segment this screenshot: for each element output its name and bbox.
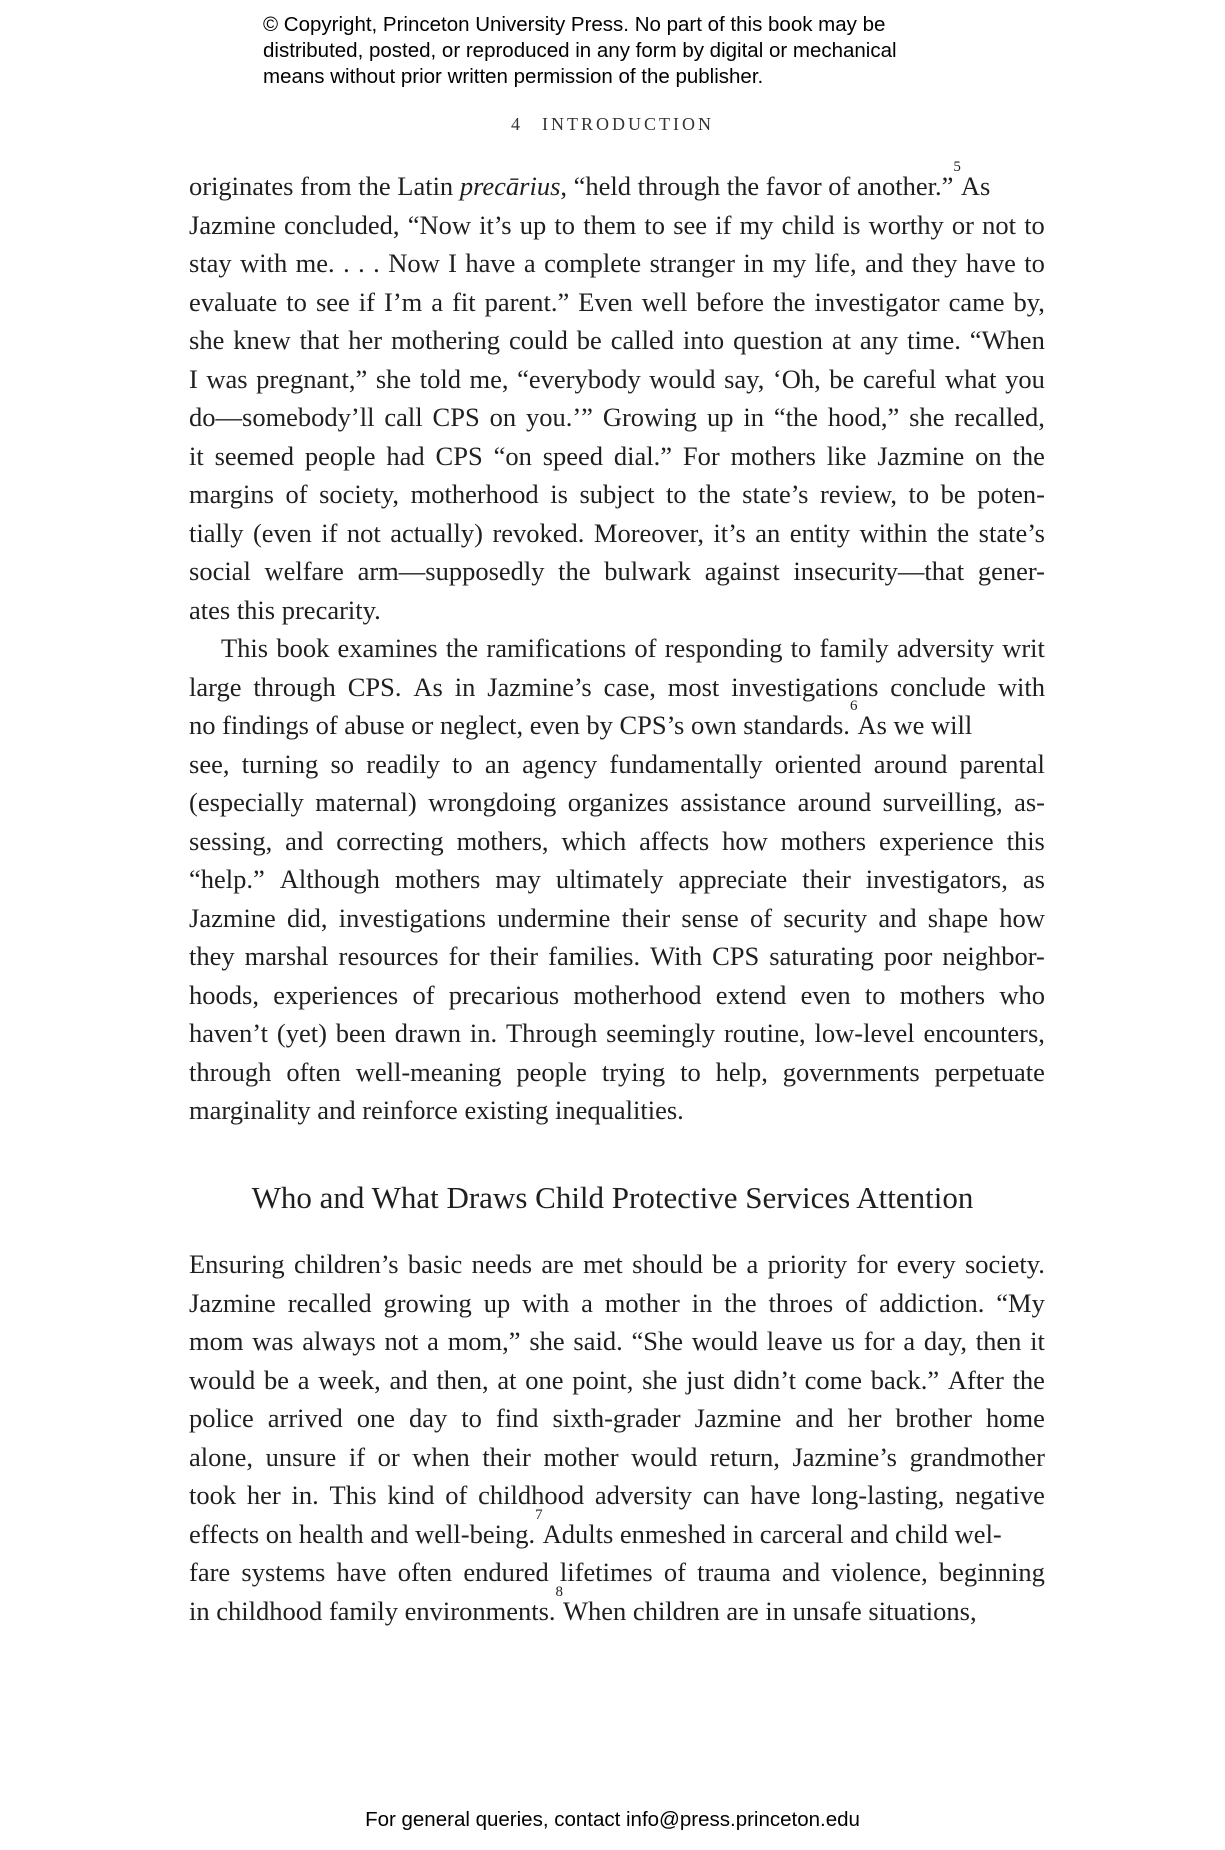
text-line: fare systems have often endured lifetimes of trauma and violence, beginning: [189, 1557, 1045, 1587]
text-line: originates from the Latin precārius , “held through the favor of another.” 5 As: [189, 167, 1045, 206]
copyright-notice: [263, 12, 1023, 90]
text-line: large through CPS. As in Jazmine’s case, most investigations conclude with: [189, 671, 1045, 702]
section-heading: Who and What Draws Child Protective Services Attention: [251, 1180, 974, 1215]
copyright-line: distributed, posted, or reproduced in any form by digital or mechanical: [263, 39, 897, 62]
text-line: through often well-meaning people trying to help, governments perpetuate: [189, 1056, 1045, 1087]
paragraph-1: [189, 159, 1045, 629]
copyright-line: means without prior written permission of the publisher.: [263, 65, 764, 88]
text-line: stay with me. . . . Now I have a complete stranger in my life, and they have to: [189, 248, 1045, 278]
text-line: Jazmine did, investigations undermine their sense of security and shape how: [189, 902, 1045, 933]
text-line: hoods, experiences of precarious motherhood extend even to mothers who: [189, 979, 1045, 1010]
text-line: I was pregnant,” she told me, “everybody would say, ‘Oh, be careful what you: [189, 363, 1045, 394]
footnote-ref[interactable]: 5: [953, 159, 961, 175]
text-line: haven’t (yet) been drawn in. Through seemingly routine, low-level encounters,: [189, 1018, 1045, 1048]
running-head-title: INTRODUCTION: [542, 114, 714, 134]
text-line: alone, unsure if or when their mother would return, Jazmine’s grandmother: [189, 1441, 1045, 1472]
footnote-ref[interactable]: 8: [555, 1583, 564, 1600]
text-line: see, turning so readily to an agency fundamentally oriented around parental: [189, 748, 1045, 779]
text-line: she knew that her mothering could be called into question at any time. “When: [189, 325, 1045, 355]
text-line: This book examines the ramifications of responding to family adversity writ: [221, 633, 1045, 663]
text-line: “help.” Although mothers may ultimately appreciate their investigators, as: [189, 864, 1045, 894]
text-line: they marshal resources for their families. With CPS saturating poor neighbor-: [189, 941, 1045, 971]
page-number: 4: [511, 114, 520, 134]
text-line: would be a week, and then, at one point, she just didn’t come back.” After the: [189, 1364, 1045, 1395]
text-line: took her in. This kind of childhood adversity can have long-lasting, negative: [189, 1480, 1045, 1510]
text-line: effects on health and well-being. 7 Adults enmeshed in carceral and child wel-: [189, 1515, 1045, 1554]
footer-contact: For general queries, contact info@press.princeton.edu: [365, 1808, 860, 1831]
latin-term: precārius: [459, 171, 561, 201]
running-head: [0, 114, 1225, 135]
text-line: Jazmine recalled growing up with a mother in the throes of addiction. “My: [189, 1287, 1045, 1318]
text-line: do—somebody’ll call CPS on you.’” Growing up in “the hood,” she recalled,: [189, 402, 1045, 432]
text-line: marginality and reinforce existing inequalities.: [189, 1095, 684, 1125]
text-line: mom was always not a mom,” she said. “She would leave us for a day, then it: [189, 1326, 1045, 1356]
text-line: Ensuring children’s basic needs are met should be a priority for every society.: [189, 1249, 1045, 1279]
paragraph-2: [189, 629, 1045, 1130]
footnote-ref[interactable]: 7: [535, 1506, 543, 1523]
text-line: sessing, and correcting mothers, which affects how mothers experience this: [189, 825, 1045, 856]
text-line: social welfare arm—supposedly the bulwark against insecurity—that gener-: [189, 556, 1045, 586]
text-line: it seemed people had CPS “on speed dial.” For mothers like Jazmine on the: [189, 440, 1045, 471]
text-line: (especially maternal) wrongdoing organizes assistance around surveilling, as-: [189, 787, 1045, 817]
text-line: in childhood family environments. 8 When children are in unsafe situations,: [189, 1592, 1045, 1631]
text-line: tially (even if not actually) revoked. Moreover, it’s an entity within the state’s: [189, 517, 1045, 548]
text-line: no findings of abuse or neglect, even by CPS’s own standards. 6 As we will: [189, 706, 1045, 745]
text-line: margins of society, motherhood is subject to the state’s review, to be poten-: [189, 479, 1045, 509]
paragraph-3: [189, 1245, 1045, 1630]
copyright-line: © Copyright, Princeton University Press. No part of this book may be: [263, 13, 886, 36]
text-line: police arrived one day to find sixth-grader Jazmine and her brother home: [189, 1403, 1045, 1433]
text-line: evaluate to see if I’m a fit parent.” Even well before the investigator came by,: [189, 286, 1045, 317]
footnote-ref[interactable]: 6: [849, 698, 858, 714]
text-line: Jazmine concluded, “Now it’s up to them to see if my child is worthy or not to: [189, 209, 1045, 240]
text-line: ates this precarity.: [189, 594, 381, 625]
